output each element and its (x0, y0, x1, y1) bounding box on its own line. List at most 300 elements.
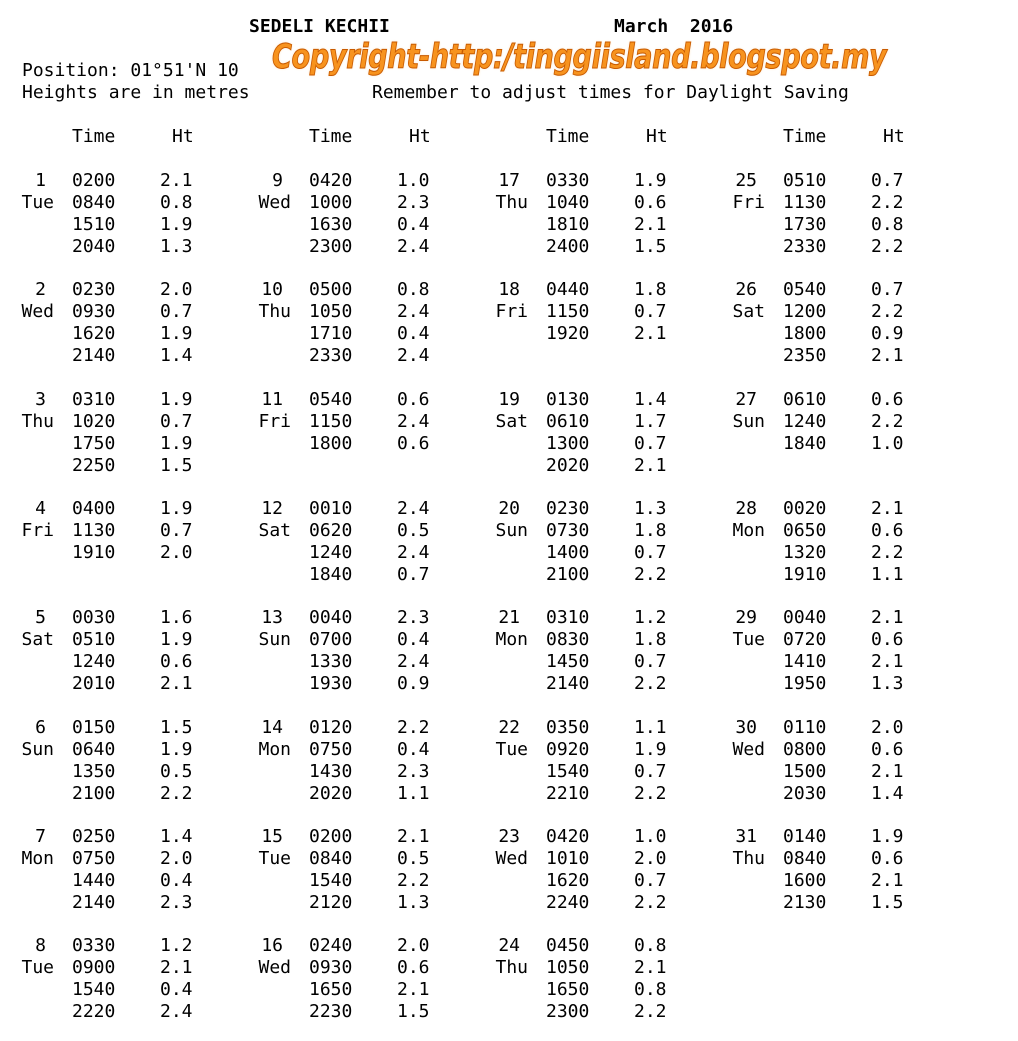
tide-time: 2100 (546, 564, 590, 585)
tide-height: 2.0 (160, 279, 193, 300)
tide-height: 1.4 (634, 389, 667, 410)
day-weekday: Wed (258, 957, 291, 978)
tide-time: 1930 (309, 673, 353, 694)
tide-time: 2140 (72, 345, 116, 366)
tide-height: 1.9 (160, 433, 193, 454)
tide-height: 0.5 (397, 520, 430, 541)
tide-time: 0350 (546, 717, 590, 738)
day-weekday: Tue (21, 957, 54, 978)
day-number: 28 (735, 498, 757, 519)
day-weekday: Wed (21, 301, 54, 322)
day-number: 10 (261, 279, 283, 300)
tide-time: 1620 (546, 870, 590, 891)
tide-height: 2.2 (634, 673, 667, 694)
tide-time: 2210 (546, 783, 590, 804)
tide-height: 2.1 (871, 607, 904, 628)
tide-height: 0.7 (634, 433, 667, 454)
tide-time: 2240 (546, 892, 590, 913)
tide-time: 0420 (546, 826, 590, 847)
tide-time: 2020 (309, 783, 353, 804)
tide-height: 1.0 (871, 433, 904, 454)
tide-time: 0510 (783, 170, 827, 191)
day-weekday: Thu (258, 301, 291, 322)
day-weekday: Tue (732, 629, 765, 650)
tide-height: 1.0 (634, 826, 667, 847)
tide-time: 0240 (309, 935, 353, 956)
day-number: 20 (498, 498, 520, 519)
tide-time: 2300 (546, 1001, 590, 1022)
tide-time: 1710 (309, 323, 353, 344)
tide-height: 1.5 (397, 1001, 430, 1022)
tide-height: 0.7 (634, 651, 667, 672)
tide-height: 1.0 (397, 170, 430, 191)
tide-height: 0.9 (397, 673, 430, 694)
tide-height: 0.4 (397, 214, 430, 235)
tide-time: 1840 (309, 564, 353, 585)
tide-time: 1750 (72, 433, 116, 454)
tide-height: 0.6 (871, 848, 904, 869)
tide-height: 1.2 (634, 607, 667, 628)
day-weekday: Wed (732, 739, 765, 760)
tide-height: 0.8 (634, 979, 667, 1000)
tide-height: 1.9 (160, 629, 193, 650)
tide-time: 0330 (72, 935, 116, 956)
day-weekday: Sun (495, 520, 528, 541)
day-number: 23 (498, 826, 520, 847)
day-weekday: Thu (495, 192, 528, 213)
tide-height: 2.4 (397, 411, 430, 432)
day-number: 9 (272, 170, 283, 191)
tide-height: 1.5 (160, 717, 193, 738)
month-year-title: March 2016 (614, 16, 734, 37)
tide-time: 0110 (783, 717, 827, 738)
tide-time: 0930 (72, 301, 116, 322)
tide-height: 0.6 (397, 389, 430, 410)
day-weekday: Sat (732, 301, 765, 322)
day-number: 24 (498, 935, 520, 956)
tide-height: 0.7 (397, 564, 430, 585)
tide-height: 1.3 (397, 892, 430, 913)
day-weekday: Tue (495, 739, 528, 760)
tide-time: 0900 (72, 957, 116, 978)
tide-time: 2400 (546, 236, 590, 257)
tide-time: 2140 (72, 892, 116, 913)
tide-height: 2.2 (871, 411, 904, 432)
tide-height: 0.9 (871, 323, 904, 344)
day-number: 5 (35, 607, 46, 628)
day-weekday: Thu (495, 957, 528, 978)
day-number: 22 (498, 717, 520, 738)
tide-height: 2.4 (160, 1001, 193, 1022)
tide-height: 2.2 (871, 301, 904, 322)
tide-time: 2300 (309, 236, 353, 257)
tide-time: 1200 (783, 301, 827, 322)
tide-height: 2.1 (634, 455, 667, 476)
tide-height: 1.3 (634, 498, 667, 519)
day-number: 27 (735, 389, 757, 410)
day-weekday: Mon (21, 848, 54, 869)
day-weekday: Tue (258, 848, 291, 869)
tide-time: 1620 (72, 323, 116, 344)
tide-height: 1.4 (160, 826, 193, 847)
tide-time: 2120 (309, 892, 353, 913)
tide-height: 1.1 (871, 564, 904, 585)
day-number: 19 (498, 389, 520, 410)
tide-height: 2.1 (634, 957, 667, 978)
tide-height: 1.9 (160, 214, 193, 235)
tide-height: 2.1 (871, 761, 904, 782)
tide-height: 0.5 (397, 848, 430, 869)
tide-height: 2.1 (871, 345, 904, 366)
tide-time: 2100 (72, 783, 116, 804)
day-number: 29 (735, 607, 757, 628)
tide-time: 2030 (783, 783, 827, 804)
tide-time: 0610 (783, 389, 827, 410)
tide-time: 0920 (546, 739, 590, 760)
tide-time: 0150 (72, 717, 116, 738)
tide-height: 2.1 (160, 673, 193, 694)
tide-time: 1240 (72, 651, 116, 672)
tide-height: 1.2 (160, 935, 193, 956)
tide-height: 2.1 (397, 826, 430, 847)
day-weekday: Sat (258, 520, 291, 541)
tide-time: 0200 (72, 170, 116, 191)
tide-time: 0730 (546, 520, 590, 541)
day-weekday: Sun (21, 739, 54, 760)
tide-time: 1510 (72, 214, 116, 235)
tide-height: 2.2 (634, 1001, 667, 1022)
tide-time: 1800 (783, 323, 827, 344)
tide-height: 0.7 (634, 870, 667, 891)
tide-height: 2.2 (397, 717, 430, 738)
day-number: 1 (35, 170, 46, 191)
day-number: 13 (261, 607, 283, 628)
day-number: 21 (498, 607, 520, 628)
tide-time: 0310 (546, 607, 590, 628)
day-weekday: Sun (258, 629, 291, 650)
tide-height: 2.1 (871, 498, 904, 519)
tide-height: 2.1 (871, 870, 904, 891)
tide-height: 0.8 (397, 279, 430, 300)
day-number: 7 (35, 826, 46, 847)
tide-time: 1650 (309, 979, 353, 1000)
tide-time: 1440 (72, 870, 116, 891)
position-line: Position: 01°51'N 10 (22, 60, 239, 81)
time-column-header: Time (546, 126, 590, 147)
tide-time: 1800 (309, 433, 353, 454)
tide-height: 2.4 (397, 498, 430, 519)
tide-height: 2.4 (397, 236, 430, 257)
tide-time: 0230 (72, 279, 116, 300)
tide-time: 0500 (309, 279, 353, 300)
tide-time: 0400 (72, 498, 116, 519)
tide-height: 2.1 (871, 651, 904, 672)
tide-height: 2.0 (160, 848, 193, 869)
tide-height: 0.6 (397, 433, 430, 454)
tide-time: 2130 (783, 892, 827, 913)
tide-height: 2.2 (397, 870, 430, 891)
tide-height: 2.4 (397, 542, 430, 563)
copyright-watermark: Copyright-http:/tinggiisland.blogspot.my (272, 37, 887, 77)
day-number: 25 (735, 170, 757, 191)
tide-height: 1.1 (634, 717, 667, 738)
day-number: 26 (735, 279, 757, 300)
tide-time: 0840 (72, 192, 116, 213)
tide-height: 0.8 (160, 192, 193, 213)
tide-time: 0230 (546, 498, 590, 519)
day-number: 31 (735, 826, 757, 847)
tide-height: 2.0 (634, 848, 667, 869)
tide-time: 1020 (72, 411, 116, 432)
tide-height: 1.8 (634, 629, 667, 650)
tide-height: 1.5 (634, 236, 667, 257)
tide-height: 2.2 (871, 236, 904, 257)
tide-height: 1.3 (871, 673, 904, 694)
height-column-header: Ht (409, 126, 431, 147)
tide-height: 0.8 (871, 214, 904, 235)
day-number: 17 (498, 170, 520, 191)
day-weekday: Sat (21, 629, 54, 650)
tide-height: 2.3 (397, 192, 430, 213)
tide-height: 0.6 (871, 389, 904, 410)
tide-time: 1050 (546, 957, 590, 978)
height-column-header: Ht (172, 126, 194, 147)
tide-height: 1.5 (160, 455, 193, 476)
tide-height: 2.0 (160, 542, 193, 563)
tide-time: 0840 (783, 848, 827, 869)
day-number: 15 (261, 826, 283, 847)
tide-time: 2330 (309, 345, 353, 366)
day-number: 8 (35, 935, 46, 956)
tide-height: 0.4 (397, 323, 430, 344)
daylight-saving-note: Remember to adjust times for Daylight Saving (372, 82, 849, 103)
tide-height: 1.9 (160, 739, 193, 760)
tide-time: 0030 (72, 607, 116, 628)
tide-time: 1130 (72, 520, 116, 541)
tide-time: 0800 (783, 739, 827, 760)
tide-time: 0020 (783, 498, 827, 519)
tide-height: 0.7 (634, 761, 667, 782)
tide-time: 1540 (309, 870, 353, 891)
day-number: 4 (35, 498, 46, 519)
day-number: 12 (261, 498, 283, 519)
tide-height: 0.4 (397, 629, 430, 650)
tide-height: 0.6 (871, 520, 904, 541)
day-number: 14 (261, 717, 283, 738)
heights-note: Heights are in metres (22, 82, 250, 103)
day-number: 3 (35, 389, 46, 410)
tide-height: 2.2 (634, 564, 667, 585)
tide-height: 1.1 (397, 783, 430, 804)
tide-time: 1150 (546, 301, 590, 322)
tide-time: 1040 (546, 192, 590, 213)
tide-height: 1.8 (634, 279, 667, 300)
day-weekday: Fri (732, 192, 765, 213)
tide-height: 2.2 (871, 192, 904, 213)
location-title: SEDELI KECHII (249, 16, 390, 37)
tide-height: 0.4 (397, 739, 430, 760)
tide-height: 0.7 (871, 170, 904, 191)
day-weekday: Fri (21, 520, 54, 541)
day-weekday: Mon (258, 739, 291, 760)
tide-height: 2.4 (397, 345, 430, 366)
tide-height: 2.1 (160, 957, 193, 978)
height-column-header: Ht (646, 126, 668, 147)
tide-time: 0640 (72, 739, 116, 760)
tide-time: 0310 (72, 389, 116, 410)
tide-height: 2.1 (634, 214, 667, 235)
tide-time: 0040 (783, 607, 827, 628)
tide-time: 2020 (546, 455, 590, 476)
day-number: 2 (35, 279, 46, 300)
tide-time: 1000 (309, 192, 353, 213)
tide-height: 1.9 (871, 826, 904, 847)
tide-time: 1540 (546, 761, 590, 782)
tide-time: 0750 (72, 848, 116, 869)
tide-time: 1840 (783, 433, 827, 454)
tide-height: 1.3 (160, 236, 193, 257)
tide-time: 0040 (309, 607, 353, 628)
tide-time: 0720 (783, 629, 827, 650)
tide-height: 2.2 (634, 783, 667, 804)
height-column-header: Ht (883, 126, 905, 147)
day-weekday: Mon (732, 520, 765, 541)
day-weekday: Wed (495, 848, 528, 869)
tide-time: 2350 (783, 345, 827, 366)
tide-time: 0700 (309, 629, 353, 650)
tide-time: 1240 (309, 542, 353, 563)
tide-time: 1240 (783, 411, 827, 432)
tide-height: 0.8 (634, 935, 667, 956)
tide-height: 2.2 (871, 542, 904, 563)
tide-time: 0540 (783, 279, 827, 300)
tide-height: 2.4 (397, 301, 430, 322)
tide-time: 0250 (72, 826, 116, 847)
time-column-header: Time (783, 126, 827, 147)
tide-time: 1650 (546, 979, 590, 1000)
tide-time: 0010 (309, 498, 353, 519)
tide-time: 0540 (309, 389, 353, 410)
tide-height: 0.5 (160, 761, 193, 782)
tide-height: 1.9 (160, 498, 193, 519)
tide-time: 0330 (546, 170, 590, 191)
day-weekday: Fri (258, 411, 291, 432)
time-column-header: Time (72, 126, 116, 147)
tide-height: 0.7 (634, 542, 667, 563)
tide-time: 0130 (546, 389, 590, 410)
tide-height: 1.8 (634, 520, 667, 541)
tide-time: 1810 (546, 214, 590, 235)
tide-height: 2.1 (160, 170, 193, 191)
tide-time: 0420 (309, 170, 353, 191)
tide-time: 0830 (546, 629, 590, 650)
tide-time: 1540 (72, 979, 116, 1000)
tide-height: 0.4 (160, 870, 193, 891)
tide-height: 1.4 (160, 345, 193, 366)
tide-time: 1300 (546, 433, 590, 454)
tide-height: 0.7 (160, 520, 193, 541)
tide-time: 2140 (546, 673, 590, 694)
day-number: 18 (498, 279, 520, 300)
tide-height: 1.4 (871, 783, 904, 804)
tide-height: 1.9 (160, 323, 193, 344)
tide-height: 2.1 (397, 979, 430, 1000)
tide-time: 0650 (783, 520, 827, 541)
tide-height: 2.3 (397, 607, 430, 628)
tide-time: 1630 (309, 214, 353, 235)
tide-height: 2.3 (160, 892, 193, 913)
tide-time: 2330 (783, 236, 827, 257)
tide-time: 1320 (783, 542, 827, 563)
tide-time: 0610 (546, 411, 590, 432)
tide-time: 1130 (783, 192, 827, 213)
tide-height: 1.7 (634, 411, 667, 432)
tide-time: 0140 (783, 826, 827, 847)
day-weekday: Sat (495, 411, 528, 432)
tide-time: 2010 (72, 673, 116, 694)
tide-time: 1920 (546, 323, 590, 344)
tide-height: 0.7 (160, 301, 193, 322)
tide-time: 1410 (783, 651, 827, 672)
tide-time: 1350 (72, 761, 116, 782)
tide-height: 2.0 (871, 717, 904, 738)
tide-height: 1.6 (160, 607, 193, 628)
day-number: 6 (35, 717, 46, 738)
tide-time: 1150 (309, 411, 353, 432)
day-weekday: Fri (495, 301, 528, 322)
tide-time: 2040 (72, 236, 116, 257)
day-weekday: Sun (732, 411, 765, 432)
tide-time: 1730 (783, 214, 827, 235)
tide-time: 0450 (546, 935, 590, 956)
tide-time: 1330 (309, 651, 353, 672)
tide-time: 1450 (546, 651, 590, 672)
tide-time: 1910 (783, 564, 827, 585)
tide-height: 0.6 (160, 651, 193, 672)
tide-time: 1430 (309, 761, 353, 782)
tide-height: 2.0 (397, 935, 430, 956)
tide-time: 0200 (309, 826, 353, 847)
tide-height: 2.4 (397, 651, 430, 672)
tide-height: 0.6 (871, 629, 904, 650)
tide-time: 0440 (546, 279, 590, 300)
tide-time: 2250 (72, 455, 116, 476)
day-number: 30 (735, 717, 757, 738)
tide-height: 2.1 (634, 323, 667, 344)
tide-height: 0.7 (871, 279, 904, 300)
tide-height: 1.9 (160, 389, 193, 410)
day-number: 16 (261, 935, 283, 956)
day-weekday: Mon (495, 629, 528, 650)
tide-time: 0840 (309, 848, 353, 869)
tide-time: 0120 (309, 717, 353, 738)
tide-time: 0620 (309, 520, 353, 541)
tide-time: 1600 (783, 870, 827, 891)
tide-height: 2.3 (397, 761, 430, 782)
tide-height: 0.6 (871, 739, 904, 760)
tide-height: 0.6 (634, 192, 667, 213)
tide-time: 0930 (309, 957, 353, 978)
tide-time: 2220 (72, 1001, 116, 1022)
tide-height: 1.5 (871, 892, 904, 913)
tide-height: 1.9 (634, 739, 667, 760)
tide-time: 1050 (309, 301, 353, 322)
tide-height: 2.2 (160, 783, 193, 804)
day-weekday: Thu (732, 848, 765, 869)
tide-time: 1500 (783, 761, 827, 782)
day-weekday: Tue (21, 192, 54, 213)
tide-time: 1950 (783, 673, 827, 694)
